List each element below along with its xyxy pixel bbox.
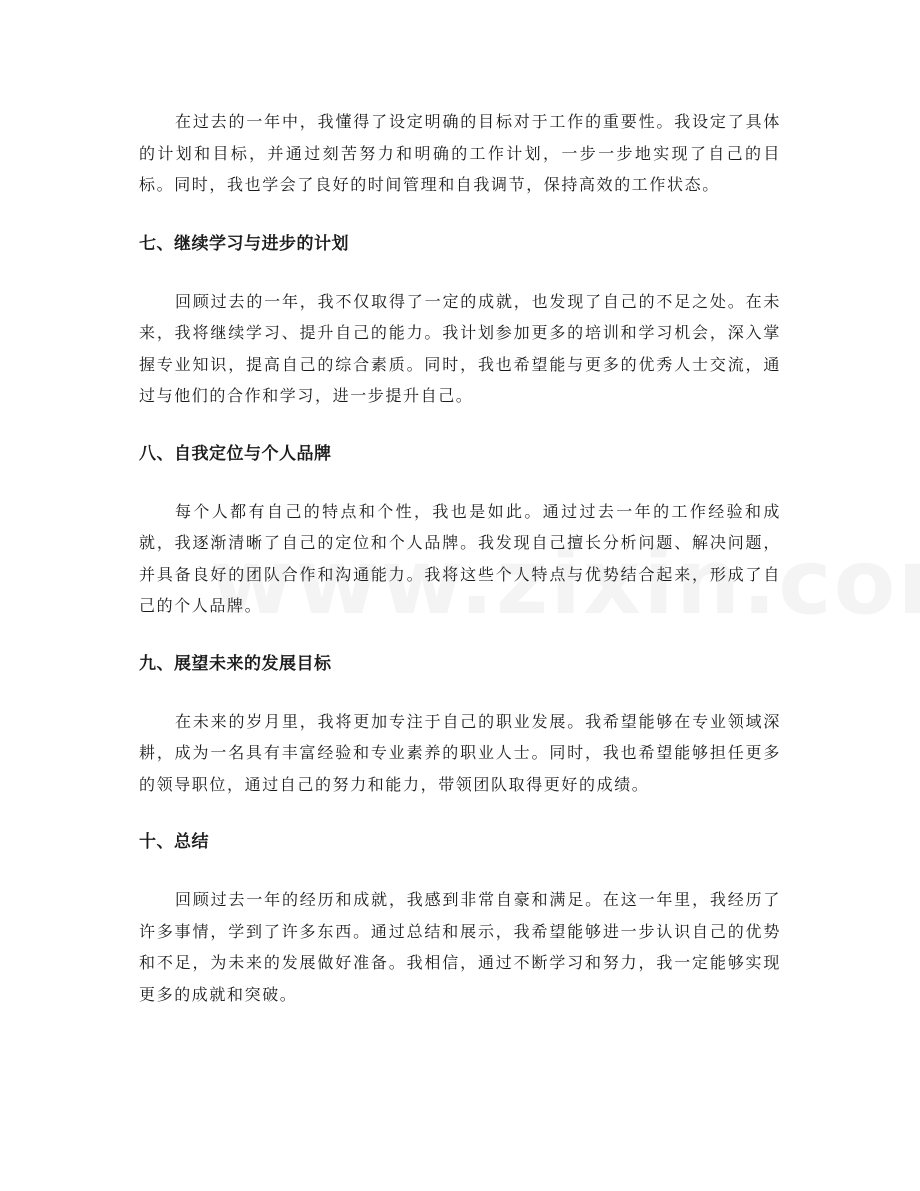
section-heading-8: 八、自我定位与个人品牌: [139, 443, 332, 464]
section-body-9: 在未来的岁月里，我将更加专注于自己的职业发展。我希望能够在专业领域深耕，成为一名具有丰富经验和专业素养的职业人士。同时，我也希望能够担任更多的领导职位，通过自己的努力和能力，带领团队取得更好的成绩。: [139, 711, 781, 794]
document-content: [139, 106, 781, 1010]
section-heading-9: 九、展望未来的发展目标: [139, 653, 332, 674]
section-body-10: 回顾过去一年的经历和成就，我感到非常自豪和满足。在这一年里，我经历了许多事情，学到了许多东西。通过总结和展示，我希望能够进一步认识自己的优势和不足，为未来的发展做好准备。我相信，通过不断学习和努力，我一定能够实现更多的成就和突破。: [139, 890, 781, 1004]
section-heading-10: 十、总结: [139, 832, 209, 852]
section-body-7: 回顾过去的一年，我不仅取得了一定的成就，也发现了自己的不足之处。在未来，我将继续学习、提升自己的能力。我计划参加更多的培训和学习机会，深入掌握专业知识，提高自己的综合素质。同时，我也希望能与更多的优秀人士交流，通过与他们的合作和学习，进一步提升自己。: [139, 291, 781, 405]
section-body-8: 每个人都有自己的特点和个性，我也是如此。通过过去一年的工作经验和成就，我逐渐清晰了自己的定位和个人品牌。我发现自己擅长分析问题、解决问题，并具备良好的团队合作和沟通能力。我将这些个人特点与优势结合起来，形成了自己的个人品牌。: [139, 501, 781, 615]
section-heading-7: 七、继续学习与进步的计划: [139, 233, 349, 254]
intro-paragraph: 在过去的一年中，我懂得了设定明确的目标对于工作的重要性。我设定了具体的计划和目标，并通过刻苦努力和明确的工作计划，一步一步地实现了自己的目标。同时，我也学会了良好的时间管理和自我调节，保持高效的工作状态。: [139, 112, 781, 194]
